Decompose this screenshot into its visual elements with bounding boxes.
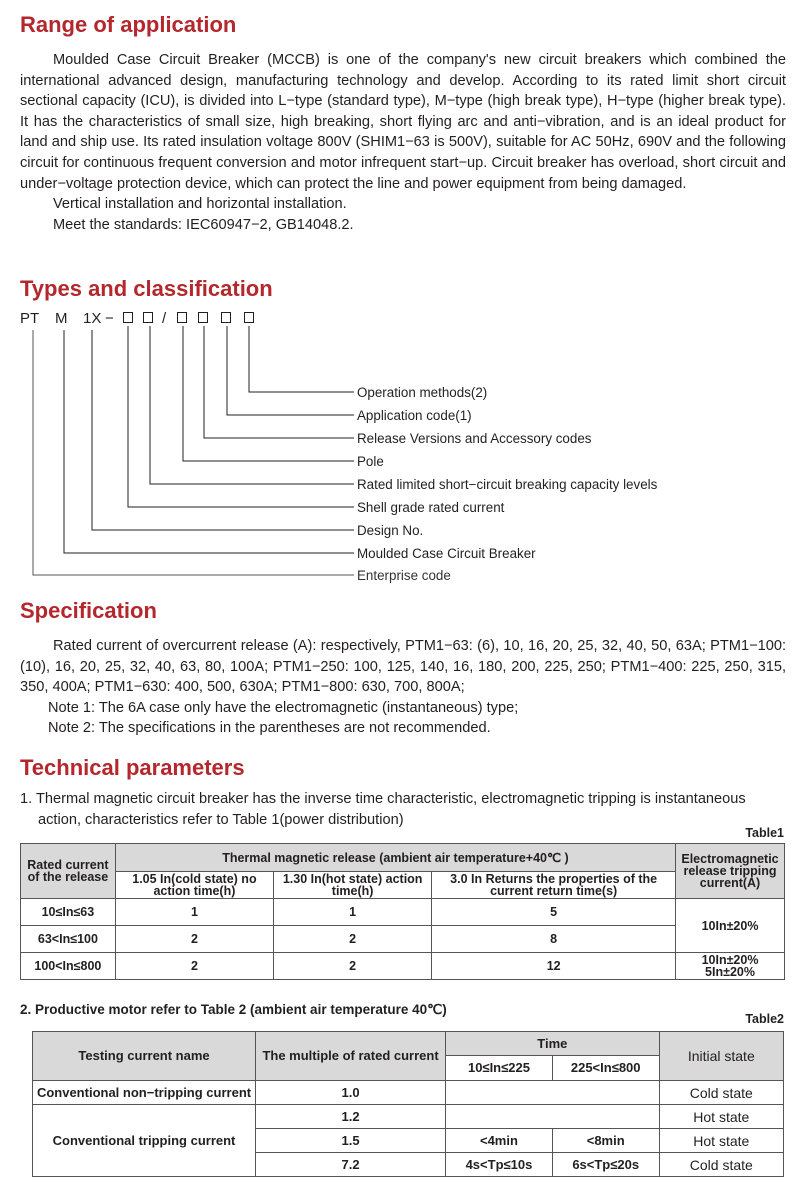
t2-mult: 1.0 xyxy=(256,1081,446,1105)
t1-em-a: 10In±20% xyxy=(676,899,785,953)
t2-time-empty xyxy=(446,1105,659,1129)
table-row xyxy=(33,1105,784,1129)
spec-note-2: Note 2: The specifications in the parentheses are not recommended. xyxy=(48,720,491,737)
table-row xyxy=(33,1081,784,1105)
t1-c2: 2 xyxy=(274,926,432,953)
t2-trip: Conventional tripping current xyxy=(33,1105,256,1177)
t1-header-thermal: Thermal magnetic release (ambient air temperature+40℃ ) xyxy=(115,844,675,872)
t2-non-trip: Conventional non−tripping current xyxy=(33,1081,256,1105)
label-release-versions: Release Versions and Accessory codes xyxy=(357,431,592,446)
t1-c2: 1 xyxy=(274,899,432,926)
t2-t2: 6s<Tp≤20s xyxy=(552,1153,659,1177)
t2-time-empty xyxy=(446,1081,659,1105)
code-slash: / xyxy=(162,310,167,327)
t1-c1: 1 xyxy=(115,899,273,926)
t1-range: 100<In≤800 xyxy=(21,953,116,980)
label-breaking-capacity: Rated limited short−circuit breaking capacity levels xyxy=(357,477,658,492)
table-row xyxy=(21,899,785,926)
t2-state: Cold state xyxy=(659,1153,783,1177)
spec-title: Specification xyxy=(20,598,157,623)
t2-header-multiple: The multiple of rated current xyxy=(256,1032,446,1081)
t1-c3: 5 xyxy=(432,899,676,926)
types-title: Types and classification xyxy=(20,276,273,301)
code-part-1x: 1X xyxy=(83,310,102,327)
t2-t2: <8min xyxy=(552,1129,659,1153)
label-application-code: Application code(1) xyxy=(357,408,472,423)
t1-c3: 12 xyxy=(432,953,676,980)
tech-item-1: 1. Thermal magnetic circuit breaker has the inverse time characteristic, electromagnetic tripping is instantaneous action, characteristics refer to Table 1(power distribution) xyxy=(20,791,746,828)
t2-header-initial: Initial state xyxy=(659,1032,783,1081)
spec-note-1: Note 1: The 6A case only have the electromagnetic (instantaneous) type; xyxy=(48,699,519,716)
table2-caption: Table2 xyxy=(745,1012,784,1026)
spec-text xyxy=(20,636,786,739)
label-enterprise-code: Enterprise code xyxy=(357,568,451,583)
table-row xyxy=(21,953,785,980)
t1-header-col2: 1.30 In(hot state) action time(h) xyxy=(274,872,432,899)
label-design-no: Design No. xyxy=(357,523,424,538)
label-pole: Pole xyxy=(357,454,384,469)
table-row xyxy=(21,926,785,953)
t2-state: Hot state xyxy=(659,1129,783,1153)
t1-header-em: Electromagnetic release tripping current(A) xyxy=(676,844,785,899)
t1-em-b1: 10In±20% xyxy=(701,953,759,967)
t2-header-t1: 10≤In≤225 xyxy=(446,1056,553,1081)
t2-header-time: Time xyxy=(446,1032,659,1056)
tech-title: Technical parameters xyxy=(20,755,245,780)
t2-state: Hot state xyxy=(659,1105,783,1129)
t1-c1: 2 xyxy=(115,953,273,980)
t1-em-b xyxy=(676,953,785,980)
range-title: Range of application xyxy=(20,12,237,37)
table1-caption: Table1 xyxy=(745,826,784,840)
t2-mult: 1.5 xyxy=(256,1129,446,1153)
t2-t1: 4s<Tp≤10s xyxy=(446,1153,553,1177)
table1 xyxy=(20,843,785,980)
t1-c2: 2 xyxy=(274,953,432,980)
t2-t1: <4min xyxy=(446,1129,553,1153)
code-dash: − xyxy=(105,310,114,327)
code-part-m: M xyxy=(55,310,68,327)
t1-c3: 8 xyxy=(432,926,676,953)
t2-mult: 1.2 xyxy=(256,1105,446,1129)
installation-paragraph: Vertical installation and horizontal installation. xyxy=(53,196,347,213)
t1-header-rated: Rated current of the release xyxy=(21,844,116,899)
range-paragraph: Moulded Case Circuit Breaker (MCCB) is one of the company's new circuit breakers which combined the international advanced design, manufacturing technology and develop. According to its rated limit short circuit sectional capacity (ICU), is divided into L−type (standard type), M−type (high break type), H−type (higher break type). It has the characteristics of small size, high breaking, short flying arc and anti−vibration, and is an ideal product for land and ship use. Its rated insulation voltage 800V (SHIM1−63 is 500V), suitable for AC 50Hz, 690V and the following circuit for continuous frequent conversion and motor infrequent start−up. Circuit breaker has overload, short circuit and under−voltage protection device, which can protect the line and power equipment from being damaged. xyxy=(20,52,786,192)
label-operation-methods: Operation methods(2) xyxy=(357,385,488,400)
code-part-pt: PT xyxy=(20,310,40,327)
t1-header-col3: 3.0 In Returns the properties of the current return time(s) xyxy=(432,872,676,899)
t1-header-col1: 1.05 In(cold state) no action time(h) xyxy=(115,872,273,899)
tech-item-2: 2. Productive motor refer to Table 2 (ambient air temperature 40℃) xyxy=(20,1002,447,1017)
t2-mult: 7.2 xyxy=(256,1153,446,1177)
t1-em-b2: 5In±20% xyxy=(705,965,755,979)
label-mccb: Moulded Case Circuit Breaker xyxy=(357,546,536,561)
spec-paragraph: Rated current of overcurrent release (A): respectively, PTM1−63: (6), 10, 16, 20, 25, 32, 40, 50, 63A; PTM1−100: (10), 16, 20, 25, 32, 40, 63, 80, 100A; PTM1−250: 100, 125, 140, 16, 180, 200, 225, 250; PTM1−400: 225, 250, 315, 350, 400A; PTM1−630: 400, 500, 630A; PTM1−800: 630, 700, 800A; xyxy=(20,638,786,696)
t1-range: 63<In≤100 xyxy=(21,926,116,953)
label-shell-grade: Shell grade rated current xyxy=(357,500,505,515)
t2-header-name: Testing current name xyxy=(33,1032,256,1081)
t2-state: Cold state xyxy=(659,1081,783,1105)
standards-paragraph: Meet the standards: IEC60947−2, GB14048.2. xyxy=(53,216,354,233)
t2-header-t2: 225<In≤800 xyxy=(552,1056,659,1081)
t1-c1: 2 xyxy=(115,926,273,953)
t1-range: 10≤In≤63 xyxy=(21,899,116,926)
table2 xyxy=(32,1031,784,1177)
